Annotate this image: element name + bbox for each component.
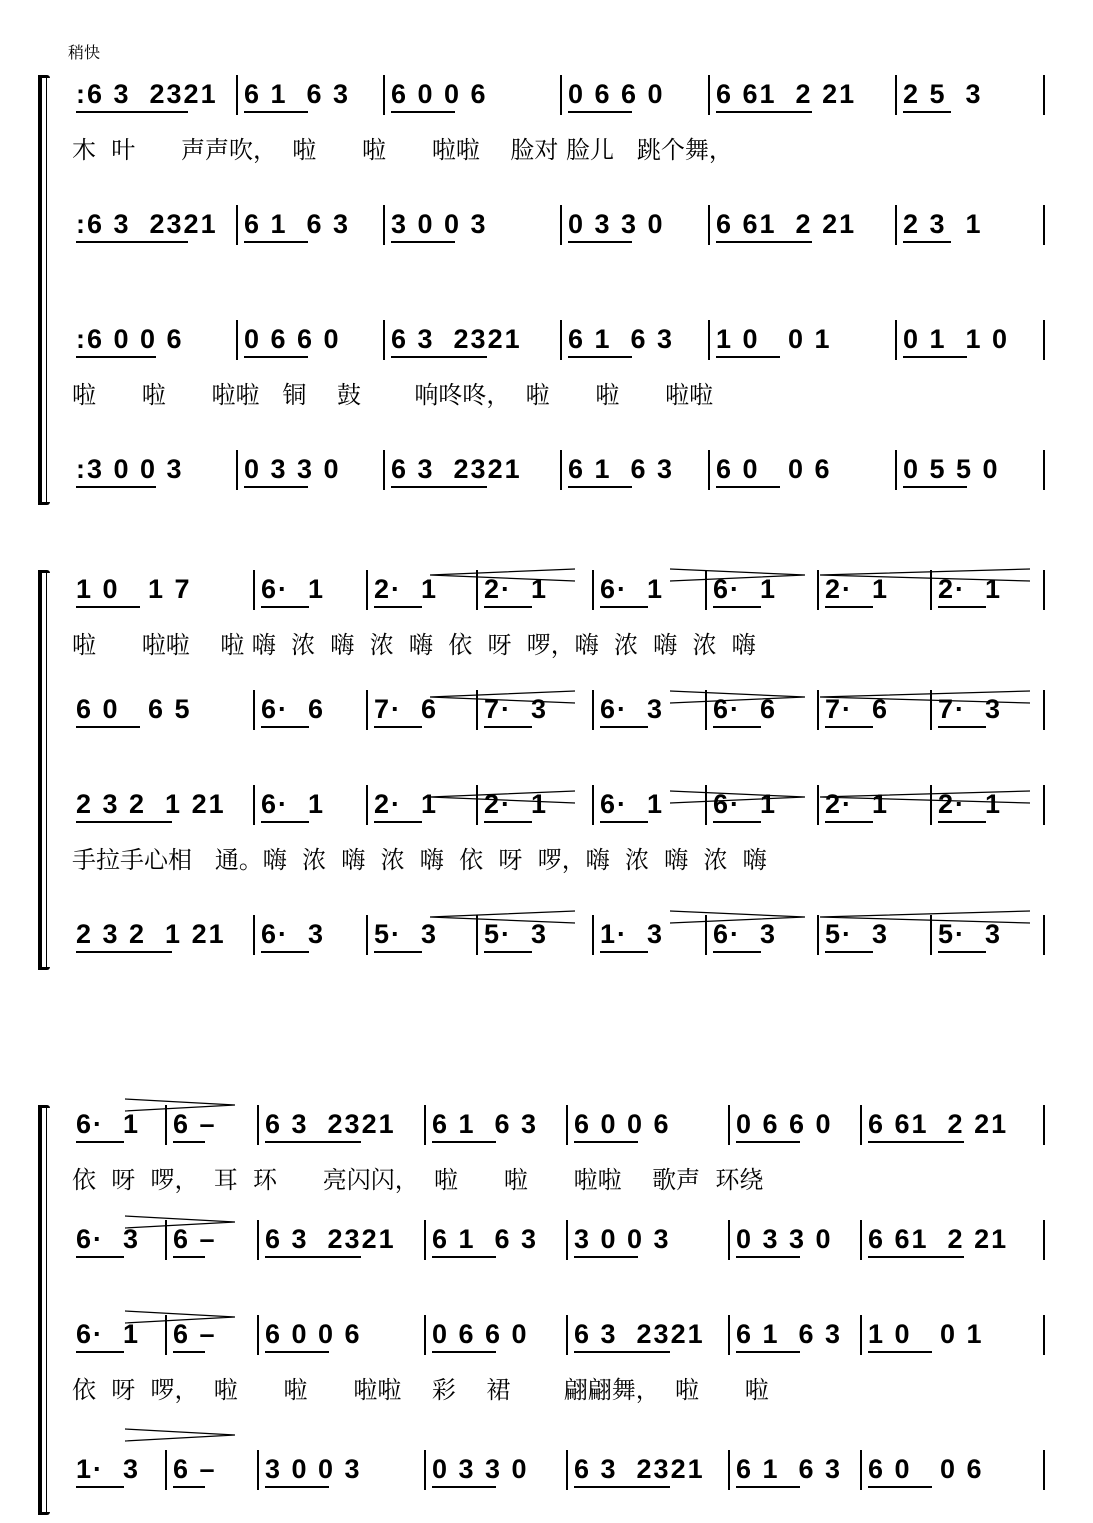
beam-line (261, 606, 309, 608)
measure-notes: 6 0 0 6 (391, 79, 488, 109)
barline (1043, 570, 1045, 610)
beam-line (903, 111, 951, 113)
lyric-line: 木 叶 声声吹， 啦 啦 啦啦 脸对 脸儿 跳个舞， (72, 136, 733, 164)
barline (383, 75, 385, 115)
barline (708, 320, 710, 360)
barline (424, 1315, 426, 1355)
barline (728, 1105, 730, 1145)
barline (817, 785, 819, 825)
barline (895, 75, 897, 115)
measure-notes: 1 0 0 1 (716, 324, 832, 354)
barline (817, 690, 819, 730)
measure-notes: 2· 1 (938, 789, 1003, 819)
barline (860, 1105, 862, 1145)
barline (560, 205, 562, 245)
beam-line (432, 1351, 496, 1353)
measure-notes: 6· 1 (76, 1319, 141, 1349)
measure-notes: 1 0 0 1 (868, 1319, 984, 1349)
beam-line (736, 1351, 800, 1353)
beam-line (76, 1141, 124, 1143)
measure-notes: 0 6 6 0 (244, 324, 341, 354)
barline (257, 1450, 259, 1490)
beam-line (568, 486, 632, 488)
measure-notes: 1· 3 (76, 1454, 141, 1484)
beam-line (484, 821, 532, 823)
beam-line (432, 1486, 496, 1488)
beam-line (391, 111, 455, 113)
beam-line (938, 606, 986, 608)
crescendo-hairpin (820, 790, 1030, 804)
barline (895, 320, 897, 360)
beam-line (568, 356, 632, 358)
beam-line (76, 356, 156, 358)
beam-line (600, 726, 648, 728)
beam-line (736, 1486, 800, 1488)
measure-notes: 3 0 0 3 (574, 1224, 671, 1254)
measure-notes: 6· 6 (261, 694, 326, 724)
decrescendo-hairpin (670, 690, 805, 704)
measure-notes: 6 1 6 3 (568, 454, 675, 484)
beam-line (173, 1486, 205, 1488)
beam-line (76, 486, 156, 488)
crescendo-hairpin (430, 568, 575, 582)
beam-line (903, 241, 951, 243)
measure-notes: 7· 6 (374, 694, 439, 724)
beam-line (173, 1256, 205, 1258)
measure-notes: 6 0 0 6 (265, 1319, 362, 1349)
beam-line (391, 241, 455, 243)
measure-notes: 6· 1 (76, 1109, 141, 1139)
beam-line (868, 1351, 932, 1353)
lyric-line: 手拉手心相 通。嗨 浓 嗨 浓 嗨 依 呀 啰，嗨 浓 嗨 浓 嗨 (72, 846, 767, 874)
barline (236, 75, 238, 115)
measure-notes: 6· 1 (713, 574, 778, 604)
measure-notes: 6· 1 (600, 789, 665, 819)
beam-line (76, 606, 140, 608)
beam-line (484, 606, 532, 608)
barline (257, 1220, 259, 1260)
decrescendo-hairpin (125, 1098, 235, 1112)
barline (895, 205, 897, 245)
beam-line (716, 356, 780, 358)
lyric-line: 依 呀 啰， 耳 环 亮闪闪， 啦 啦 啦啦 歌声 环绕 (72, 1166, 764, 1194)
measure-notes: 7· 6 (825, 694, 890, 724)
measure-notes: 6 0 0 6 (716, 454, 832, 484)
measure-notes: 5· 3 (374, 919, 439, 949)
barline (592, 690, 594, 730)
measure-notes: 2· 1 (825, 574, 890, 604)
beam-line (484, 951, 532, 953)
measure-notes: 6· 3 (261, 919, 326, 949)
measure-notes: 0 3 3 0 (432, 1454, 529, 1484)
measure-notes: 6· 6 (713, 694, 778, 724)
barline (1043, 75, 1045, 115)
beam-line (244, 486, 308, 488)
barline (257, 1315, 259, 1355)
beam-line (484, 726, 532, 728)
measure-notes: 0 3 3 0 (736, 1224, 833, 1254)
measure-notes: 6· 3 (600, 694, 665, 724)
barline (1043, 320, 1045, 360)
barline (592, 915, 594, 955)
measure-notes: 6 3 2321 (265, 1224, 396, 1254)
system-bracket (38, 570, 42, 970)
barline (1043, 1315, 1045, 1355)
beam-line (374, 726, 422, 728)
beam-line (432, 1256, 496, 1258)
measure-notes: 6 1 6 3 (432, 1224, 539, 1254)
barline (424, 1220, 426, 1260)
barline (566, 1315, 568, 1355)
measure-notes: 0 5 5 0 (903, 454, 1000, 484)
barline (860, 1220, 862, 1260)
measure-notes: :6 3 2321 (76, 79, 218, 109)
lyric-line: 啦 啦 啦啦 铜 鼓 响咚咚， 啦 啦 啦啦 (72, 381, 714, 409)
barline (560, 320, 562, 360)
beam-line (76, 951, 172, 953)
measure-notes: :6 3 2321 (76, 209, 218, 239)
measure-notes: 2· 1 (484, 574, 549, 604)
barline (1043, 690, 1045, 730)
barline (257, 1105, 259, 1145)
beam-line (574, 1141, 638, 1143)
measure-notes: 2 5 3 (903, 79, 983, 109)
barline (1043, 1105, 1045, 1145)
barline (383, 450, 385, 490)
beam-line (76, 111, 188, 113)
barline (383, 320, 385, 360)
measure-notes: 6 3 2321 (574, 1454, 705, 1484)
measure-notes: 6 1 6 3 (432, 1109, 539, 1139)
beam-line (244, 111, 308, 113)
measure-notes: 2 3 1 (903, 209, 983, 239)
measure-notes: 0 3 3 0 (568, 209, 665, 239)
measure-notes: :3 0 0 3 (76, 454, 184, 484)
barline (560, 450, 562, 490)
beam-line (261, 726, 309, 728)
beam-line (825, 606, 873, 608)
beam-line (713, 951, 761, 953)
barline (817, 915, 819, 955)
measure-notes: 2· 1 (825, 789, 890, 819)
crescendo-hairpin (820, 568, 1030, 582)
beam-line (265, 1351, 329, 1353)
measure-notes: 6 0 0 6 (574, 1109, 671, 1139)
measure-notes: 0 3 3 0 (244, 454, 341, 484)
crescendo-hairpin (430, 910, 575, 924)
barline (860, 1450, 862, 1490)
beam-line (716, 486, 780, 488)
measure-notes: 2· 1 (374, 789, 439, 819)
barline (817, 570, 819, 610)
beam-line (76, 821, 172, 823)
decrescendo-hairpin (125, 1215, 235, 1229)
decrescendo-hairpin (125, 1310, 235, 1324)
barline (560, 75, 562, 115)
beam-line (265, 1141, 361, 1143)
beam-line (76, 241, 188, 243)
beam-line (173, 1351, 205, 1353)
staff-row (0, 1450, 1093, 1490)
crescendo-hairpin (820, 910, 1030, 924)
measure-notes: 6· 3 (713, 919, 778, 949)
barline (366, 915, 368, 955)
staff-row (0, 320, 1093, 360)
barline (1043, 1220, 1045, 1260)
measure-notes: 2· 1 (484, 789, 549, 819)
measure-notes: 5· 3 (938, 919, 1003, 949)
barline (366, 570, 368, 610)
beam-line (938, 951, 986, 953)
barline (566, 1450, 568, 1490)
barline (1043, 205, 1045, 245)
barline (895, 450, 897, 490)
staff-row (0, 75, 1093, 115)
measure-notes: 6 – (173, 1454, 217, 1484)
barline (424, 1105, 426, 1145)
beam-line (574, 1256, 638, 1258)
measure-notes: 2 3 2 1 21 (76, 789, 226, 819)
measure-notes: 6 61 2 21 (868, 1109, 1009, 1139)
tempo-marking: 稍快 (68, 43, 101, 62)
beam-line (938, 821, 986, 823)
barline (236, 205, 238, 245)
beam-line (244, 356, 308, 358)
measure-notes: 0 6 6 0 (568, 79, 665, 109)
measure-notes: 6 61 2 21 (716, 79, 857, 109)
barline (728, 1450, 730, 1490)
beam-line (261, 821, 309, 823)
beam-line (868, 1141, 964, 1143)
decrescendo-hairpin (670, 790, 805, 804)
beam-line (391, 486, 487, 488)
beam-line (713, 606, 761, 608)
beam-line (432, 1141, 496, 1143)
beam-line (374, 951, 422, 953)
measure-notes: 6 0 0 6 (868, 1454, 984, 1484)
measure-notes: 6· 1 (600, 574, 665, 604)
beam-line (568, 241, 632, 243)
beam-line (938, 726, 986, 728)
measure-notes: 6· 1 (261, 789, 326, 819)
staff-row (0, 205, 1093, 245)
measure-notes: 7· 3 (938, 694, 1003, 724)
measure-notes: :6 0 0 6 (76, 324, 184, 354)
measure-notes: 6· 1 (713, 789, 778, 819)
measure-notes: 1· 3 (600, 919, 665, 949)
measure-notes: 6 3 2321 (391, 454, 522, 484)
barline (728, 1220, 730, 1260)
measure-notes: 6 1 6 3 (244, 209, 351, 239)
lyric-line: 啦 啦啦 啦 嗨 浓 嗨 浓 嗨 依 呀 啰，嗨 浓 嗨 浓 嗨 (72, 631, 756, 659)
beam-line (568, 111, 632, 113)
barline (592, 570, 594, 610)
beam-line (76, 726, 140, 728)
measure-notes: 6 3 2321 (391, 324, 522, 354)
barline (1043, 785, 1045, 825)
barline (708, 75, 710, 115)
beam-line (374, 821, 422, 823)
decrescendo-hairpin (670, 568, 805, 582)
barline (728, 1315, 730, 1355)
measure-notes: 7· 3 (484, 694, 549, 724)
barline (424, 1450, 426, 1490)
measure-notes: 6 1 6 3 (244, 79, 351, 109)
measure-notes: 0 1 1 0 (903, 324, 1010, 354)
barline (253, 785, 255, 825)
beam-line (574, 1486, 670, 1488)
measure-notes: 0 6 6 0 (432, 1319, 529, 1349)
beam-line (868, 1486, 932, 1488)
barline (1043, 1450, 1045, 1490)
barline (383, 205, 385, 245)
measure-notes: 2· 1 (374, 574, 439, 604)
beam-line (244, 241, 308, 243)
decrescendo-hairpin (670, 910, 805, 924)
barline (236, 450, 238, 490)
beam-line (173, 1141, 205, 1143)
beam-line (76, 1351, 124, 1353)
measure-notes: 6· 1 (261, 574, 326, 604)
beam-line (903, 486, 967, 488)
barline (1043, 450, 1045, 490)
barline (366, 690, 368, 730)
beam-line (391, 356, 487, 358)
beam-line (903, 356, 967, 358)
beam-line (736, 1141, 800, 1143)
crescendo-hairpin (430, 690, 575, 704)
measure-notes: 6 3 2321 (574, 1319, 705, 1349)
beam-line (713, 821, 761, 823)
beam-line (716, 241, 812, 243)
measure-notes: 1 0 1 7 (76, 574, 192, 604)
barline (592, 785, 594, 825)
beam-line (825, 951, 873, 953)
barline (236, 320, 238, 360)
measure-notes: 3 0 0 3 (391, 209, 488, 239)
beam-line (76, 1486, 124, 1488)
measure-notes: 2 3 2 1 21 (76, 919, 226, 949)
beam-line (736, 1256, 800, 1258)
measure-notes: 6 61 2 21 (868, 1224, 1009, 1254)
measure-notes: 5· 3 (825, 919, 890, 949)
barline (366, 785, 368, 825)
beam-line (265, 1486, 329, 1488)
measure-notes: 6 61 2 21 (716, 209, 857, 239)
beam-line (374, 606, 422, 608)
measure-notes: 5· 3 (484, 919, 549, 949)
measure-notes: 6 3 2321 (265, 1109, 396, 1139)
beam-line (600, 606, 648, 608)
barline (1043, 915, 1045, 955)
measure-notes: 2· 1 (938, 574, 1003, 604)
barline (708, 450, 710, 490)
beam-line (600, 951, 648, 953)
barline (253, 915, 255, 955)
measure-notes: 6 – (173, 1109, 217, 1139)
barline (566, 1220, 568, 1260)
measure-notes: 0 6 6 0 (736, 1109, 833, 1139)
measure-notes: 6 1 6 3 (568, 324, 675, 354)
beam-line (716, 111, 812, 113)
measure-notes: 6 1 6 3 (736, 1454, 843, 1484)
beam-line (574, 1351, 670, 1353)
decrescendo-hairpin (125, 1428, 235, 1442)
system-bracket (38, 75, 42, 505)
beam-line (825, 726, 873, 728)
barline (566, 1105, 568, 1145)
beam-line (600, 821, 648, 823)
barline (708, 205, 710, 245)
lyric-line: 依 呀 啰， 啦 啦 啦啦 彩 裙 翩翩舞， 啦 啦 (72, 1376, 769, 1404)
barline (860, 1315, 862, 1355)
crescendo-hairpin (430, 790, 575, 804)
measure-notes: 6 – (173, 1319, 217, 1349)
barline (253, 570, 255, 610)
measure-notes: 6 – (173, 1224, 217, 1254)
measure-notes: 6· 3 (76, 1224, 141, 1254)
measure-notes: 6 1 6 3 (736, 1319, 843, 1349)
beam-line (76, 1256, 124, 1258)
barline (165, 1450, 167, 1490)
beam-line (713, 726, 761, 728)
beam-line (868, 1256, 964, 1258)
crescendo-hairpin (820, 690, 1030, 704)
measure-notes: 3 0 0 3 (265, 1454, 362, 1484)
beam-line (265, 1256, 361, 1258)
staff-row (0, 450, 1093, 490)
measure-notes: 6 0 6 5 (76, 694, 192, 724)
beam-line (825, 821, 873, 823)
barline (253, 690, 255, 730)
beam-line (261, 951, 309, 953)
